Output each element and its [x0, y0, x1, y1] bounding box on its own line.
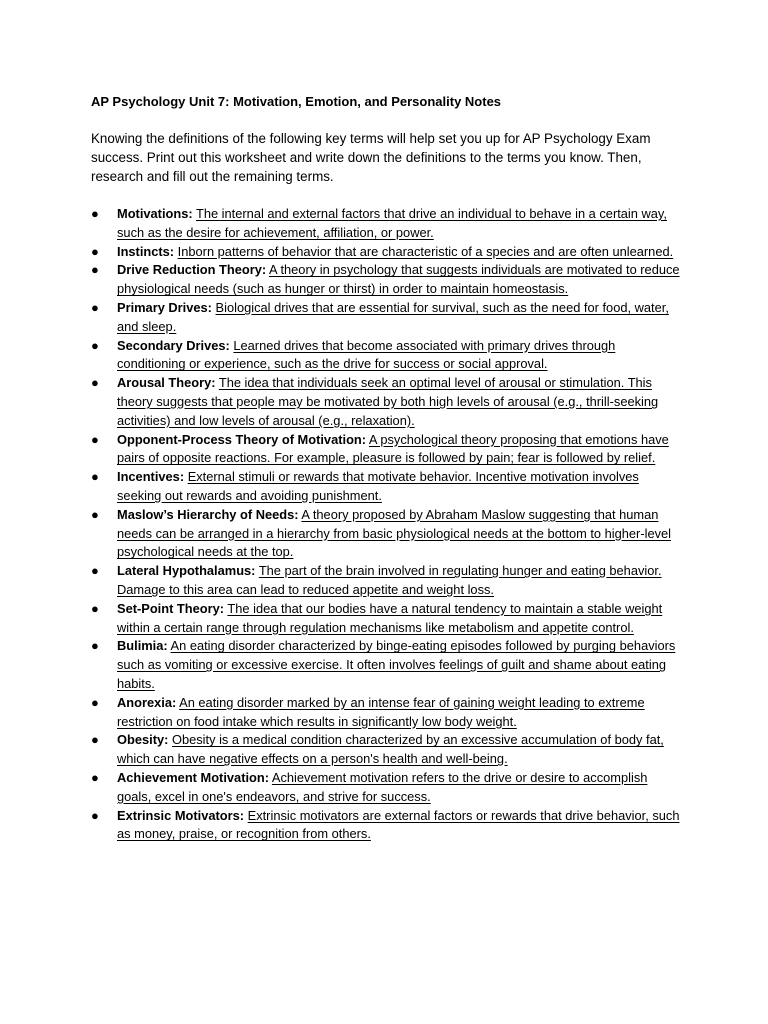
term-name: Lateral Hypothalamus: [117, 563, 256, 579]
bullet-icon: ● [91, 638, 99, 654]
term-item [0, 205, 680, 243]
term-definition: A theory proposed by Abraham Maslow suggesting that human needs can be arranged in a hierarchy from basic physiological needs at the bottom to higher-level psychological needs at the top. [117, 506, 672, 560]
term-item [0, 243, 680, 262]
term-item [0, 731, 680, 769]
term-name: Obesity: [117, 732, 169, 748]
term-item [0, 299, 680, 337]
term-name: Set-Point Theory: [117, 600, 225, 616]
document-title: AP Psychology Unit 7: Motivation, Emotion, and Personality Notes [91, 94, 502, 109]
term-item [0, 769, 680, 807]
term-definition: Achievement motivation refers to the drive or desire to accomplish goals, excel in one's endeavors, and strive for success. [117, 769, 648, 804]
bullet-icon: ● [91, 807, 99, 823]
term-name: Incentives: [117, 469, 185, 485]
bullet-icon: ● [91, 600, 99, 616]
bullet-icon: ● [91, 243, 99, 259]
term-name: Achievement Motivation: [117, 769, 270, 785]
term-item [0, 637, 680, 693]
term-item [0, 562, 680, 600]
term-item [0, 807, 680, 845]
term-item [0, 374, 680, 430]
term-definition: An eating disorder characterized by binge-eating episodes followed by purging behaviors such as vomiting or excessive exercise. It often involves feelings of guilt and shame about eating habits. [117, 638, 676, 691]
key-terms-list [0, 205, 768, 844]
term-definition: The internal and external factors that drive an individual to behave in a certain way, such as the desire for achievement, affiliation, or power. [117, 206, 667, 240]
term-item [0, 468, 680, 506]
term-definition: The part of the brain involved in regulating hunger and eating behavior. Damage to this area can lead to reduced appetite and weight loss. [117, 563, 662, 597]
term-definition: Inborn patterns of behavior that are characteristic of a species and are often unlearned. [177, 243, 674, 259]
bullet-icon: ● [91, 431, 99, 447]
term-name: Maslow’s Hierarchy of Needs: [117, 506, 299, 522]
bullet-icon: ● [91, 375, 99, 391]
term-name: Anorexia: [117, 694, 177, 710]
term-name: Bulimia: [117, 638, 168, 654]
term-item [0, 431, 680, 469]
term-name: Drive Reduction Theory: [117, 262, 267, 278]
term-name: Instincts: [117, 243, 175, 259]
term-definition: A theory in psychology that suggests individuals are motivated to reduce physiological needs (such as hunger or thirst) in order to maintain homeostasis. [117, 262, 680, 297]
term-definition: External stimuli or rewards that motivate behavior. Incentive motivation involves seeking out rewards and avoiding punishment. [117, 469, 639, 503]
term-definition: Extrinsic motivators are external factors or rewards that drive behavior, such as money, praise, or recognition from others. [117, 807, 680, 842]
bullet-icon: ● [91, 506, 99, 522]
term-definition: Obesity is a medical condition characterized by an excessive accumulation of body fat, which can have negative effects on a person's health and well-being. [117, 732, 664, 767]
bullet-icon: ● [91, 732, 99, 748]
bullet-icon: ● [91, 299, 99, 315]
term-item [0, 694, 680, 732]
term-definition: Learned drives that become associated with primary drives through conditioning or experience, such as the drive for success or social approval. [117, 337, 616, 372]
term-name: Primary Drives: [117, 299, 212, 315]
bullet-icon: ● [91, 469, 99, 485]
bullet-icon: ● [91, 563, 99, 579]
intro-paragraph: Knowing the definitions of the following key terms will help set you up for AP Psychology Exam success. Print out this worksheet and write down the definitions to the terms you know. Then, research and fill out the remaining terms. [91, 131, 651, 184]
term-definition: Biological drives that are essential for survival, such as the need for food, water, and sleep. [117, 299, 669, 334]
term-name: Secondary Drives: [117, 337, 230, 353]
bullet-icon: ● [91, 337, 99, 353]
term-item [0, 337, 680, 375]
term-definition: The idea that individuals seek an optimal level of arousal or stimulation. This theory suggests that people may be motivated by both high levels of arousal (e.g., thrill-seeking activities) and low levels of arousal (e.g., relaxation). [117, 375, 659, 428]
term-item [0, 506, 680, 562]
term-definition: An eating disorder marked by an intense fear of gaining weight leading to extreme restriction on food intake which results in significantly low body weight. [117, 694, 645, 729]
term-definition: The idea that our bodies have a natural tendency to maintain a stable weight within a certain range through regulation mechanisms like metabolism and appetite control. [117, 600, 663, 635]
term-item [0, 261, 680, 299]
bullet-icon: ● [91, 694, 99, 710]
term-name: Motivations: [117, 206, 193, 221]
bullet-icon: ● [91, 262, 99, 278]
term-name: Opponent-Process Theory of Motivation: [117, 431, 367, 447]
term-item [0, 600, 680, 638]
term-name: Extrinsic Motivators: [117, 807, 245, 823]
bullet-icon: ● [91, 206, 99, 221]
term-name: Arousal Theory: [117, 375, 216, 391]
term-definition: A psychological theory proposing that emotions have pairs of opposite reactions. For example, pleasure is followed by pain; fear is followed by relief. [117, 431, 669, 466]
bullet-icon: ● [91, 769, 99, 785]
